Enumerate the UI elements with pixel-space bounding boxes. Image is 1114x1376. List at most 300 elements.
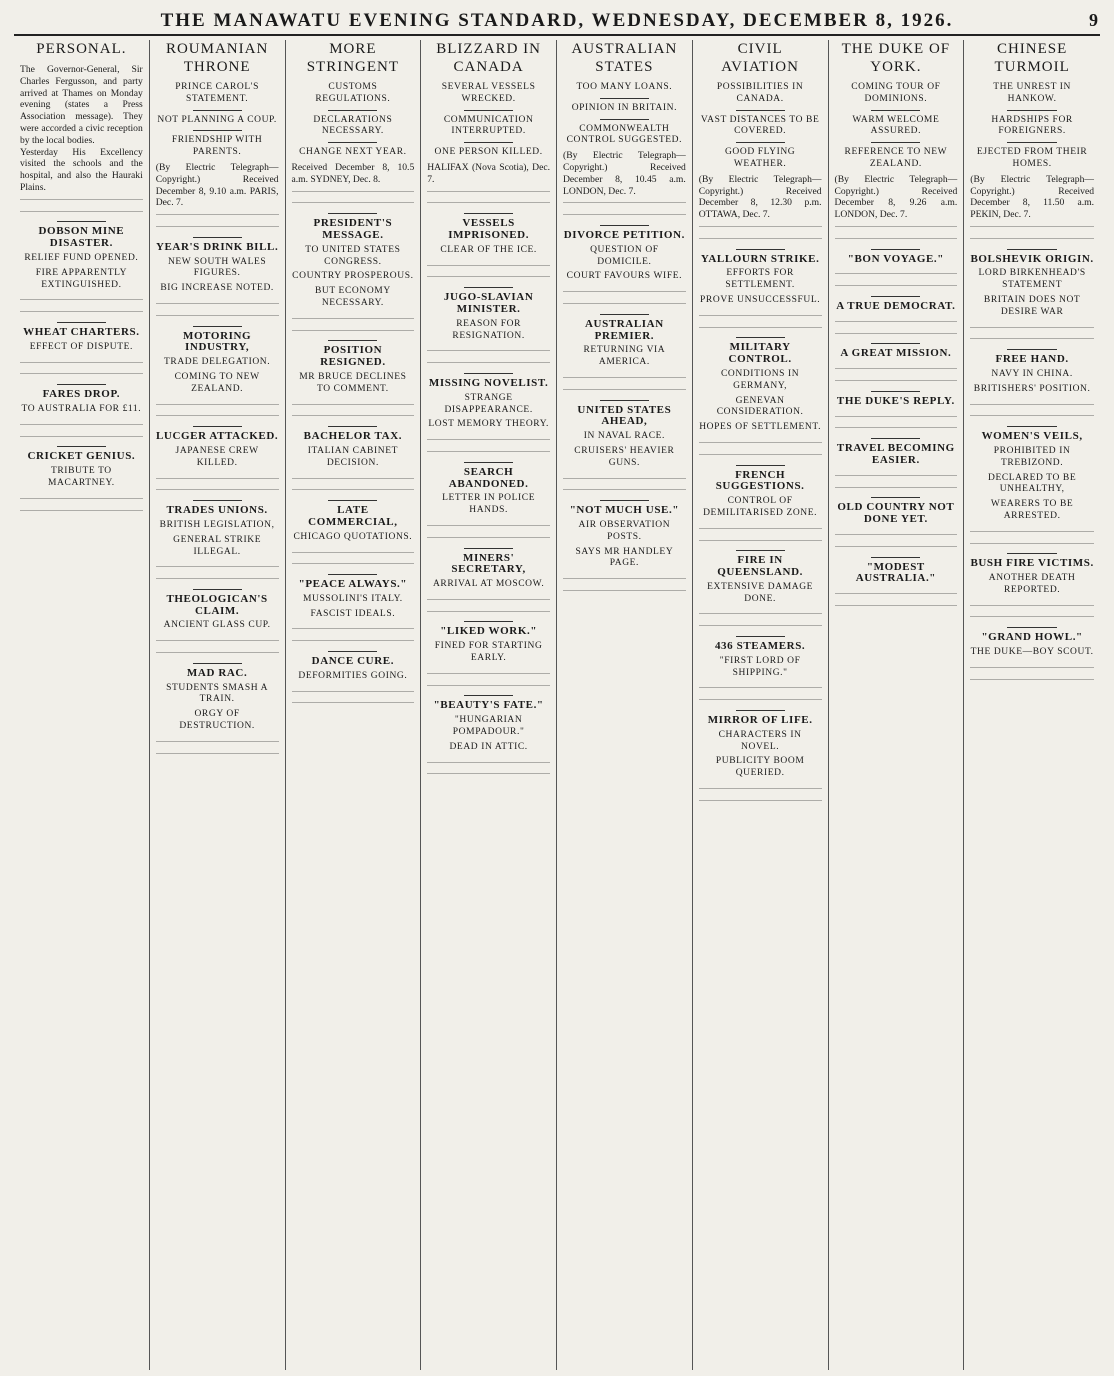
- text-line: [156, 748, 279, 760]
- divider: [600, 500, 649, 501]
- divider: [464, 287, 513, 288]
- column: [286, 40, 422, 1370]
- divider: [736, 142, 785, 143]
- section-headline: "MODEST AUSTRALIA.": [855, 560, 936, 585]
- divider: [600, 314, 649, 315]
- section-headline: OLD COUNTRY NOT DONE YET.: [837, 501, 955, 526]
- section-headline: BACHELOR TAX.: [303, 430, 403, 443]
- section-subhead: BRITAIN DOES NOT DESIRE WAR: [983, 294, 1081, 317]
- text-line: [20, 493, 143, 505]
- article-subhead: DECLARATIONS NECESSARY.: [313, 114, 393, 137]
- column: [150, 40, 286, 1370]
- column: [557, 40, 693, 1370]
- article-headline: PERSONAL.: [36, 41, 127, 57]
- text-line: [292, 197, 415, 209]
- text-line: [563, 286, 686, 298]
- divider: [600, 400, 649, 401]
- text-line: [427, 520, 550, 532]
- article-subhead: FRIENDSHIP WITH PARENTS.: [171, 135, 263, 158]
- text-line: [563, 298, 686, 310]
- masthead: [14, 10, 1100, 36]
- article-subhead: COMMONWEALTH CONTROL SUGGESTED.: [566, 123, 683, 146]
- divider: [193, 237, 242, 238]
- divider: [600, 119, 649, 120]
- divider: [57, 446, 106, 447]
- section-subhead: ITALIAN CABINET DECISION.: [307, 445, 399, 468]
- text-line: [20, 431, 143, 443]
- column: [829, 40, 965, 1370]
- section-subhead: PROVE UNSUCCESSFUL.: [700, 294, 821, 305]
- article-body: Received December 8, 10.5 a.m. SYDNEY, Dec. 8.: [291, 161, 415, 185]
- text-line: [156, 209, 279, 221]
- article-subhead: COMING TOUR OF DOMINIONS.: [851, 82, 941, 104]
- column: [964, 40, 1100, 1370]
- text-line: [427, 680, 550, 692]
- text-line: [427, 197, 550, 209]
- section-headline: DANCE CURE.: [311, 655, 395, 668]
- text-line: [427, 594, 550, 606]
- section-subhead: EXTENSIVE DAMAGE DONE.: [707, 581, 814, 604]
- section-subhead: PUBLICITY BOOM QUERIED.: [715, 756, 805, 779]
- section-subhead: STUDENTS SMASH A TRAIN.: [166, 682, 269, 705]
- section-subhead: MUSSOLINI'S ITALY.: [302, 593, 403, 604]
- section-subhead: NEW SOUTH WALES FIGURES.: [167, 256, 267, 279]
- divider: [736, 249, 785, 250]
- text-line: [156, 399, 279, 411]
- section-subhead: "HUNGARIAN POMPADOUR.": [452, 715, 525, 738]
- divider: [871, 438, 920, 439]
- section-headline: AUSTRALIAN PREMIER.: [585, 317, 664, 342]
- divider: [193, 500, 242, 501]
- divider: [464, 142, 513, 143]
- divider: [464, 110, 513, 111]
- text-line: [699, 682, 822, 694]
- text-line: [156, 298, 279, 310]
- article-subhead: COMMUNICATION INTERRUPTED.: [443, 114, 534, 137]
- section-headline: POSITION RESIGNED.: [320, 344, 386, 369]
- text-line: [970, 662, 1094, 674]
- text-line: [427, 434, 550, 446]
- article-subhead: EJECTED FROM THEIR HOMES.: [976, 147, 1088, 169]
- divider: [1007, 627, 1057, 628]
- divider: [328, 651, 377, 652]
- section-headline: A GREAT MISSION.: [840, 347, 952, 360]
- text-line: [699, 535, 822, 547]
- article-subhead: ONE PERSON KILLED.: [434, 147, 543, 158]
- divider: [464, 373, 513, 374]
- text-line: [156, 736, 279, 748]
- section-subhead: TRADE DELEGATION.: [164, 357, 271, 368]
- section-subhead: SAYS MR HANDLEY PAGE.: [575, 546, 674, 569]
- divider: [736, 465, 785, 466]
- text-line: [292, 186, 415, 198]
- text-line: [292, 623, 415, 635]
- divider: [193, 589, 242, 590]
- text-line: [156, 561, 279, 573]
- section-subhead: STRANGE DISAPPEARANCE.: [444, 392, 533, 415]
- divider: [1007, 349, 1057, 350]
- article-body: HALIFAX (Nova Scotia), Dec. 7.: [427, 161, 550, 185]
- divider: [1007, 553, 1057, 554]
- section-subhead: PROHIBITED IN TREBIZOND.: [993, 445, 1071, 468]
- divider: [464, 621, 513, 622]
- section-subhead: ANOTHER DEATH REPORTED.: [988, 573, 1076, 595]
- divider: [193, 426, 242, 427]
- divider: [736, 710, 785, 711]
- text-line: [699, 783, 822, 795]
- section-subhead: CONDITIONS IN GERMANY,: [720, 368, 800, 391]
- text-line: [20, 294, 143, 306]
- section-subhead: FIRE APPARENTLY EXTINGUISHED.: [35, 267, 128, 290]
- article-body: (By Electric Telegraph—Copyright.) Received December 8, 10.45 a.m. LONDON, Dec. 7.: [563, 150, 686, 197]
- section-subhead: DEAD IN ATTIC.: [449, 741, 528, 752]
- divider: [1007, 142, 1057, 143]
- section-headline: MIRROR OF LIFE.: [707, 714, 813, 727]
- text-line: [563, 484, 686, 496]
- text-line: [563, 197, 686, 209]
- section-headline: MILITARY CONTROL.: [728, 341, 792, 366]
- article-headline: BLIZZARD IN CANADA: [436, 41, 541, 75]
- article-body: (By Electric Telegraph—Copyright.) Received December 8, 11.50 a.m. PEKIN, Dec. 7.: [970, 173, 1094, 221]
- section-subhead: CONTROL OF DEMILITARISED ZONE.: [703, 496, 818, 518]
- article-headline: THE DUKE OF YORK.: [841, 41, 951, 75]
- section-headline: LUCGER ATTACKED.: [155, 430, 279, 443]
- section-headline: THEOLOGICAN'S CLAIM.: [166, 592, 268, 617]
- section-subhead: BUT ECONOMY NECESSARY.: [314, 286, 391, 308]
- article-body: (By Electric Telegraph—Copyright.) Received December 8, 9.10 a.m. PARIS, Dec. 7.: [155, 161, 279, 209]
- section-headline: PRESIDENT'S MESSAGE.: [313, 217, 393, 241]
- divider: [871, 391, 920, 392]
- text-line: [156, 484, 279, 496]
- divider: [736, 550, 785, 551]
- article-body: (By Electric Telegraph—Copyright.) Received December 8, 12.30 p.m. OTTAWA, Dec. 7.: [698, 173, 822, 221]
- divider: [1007, 110, 1057, 111]
- article-subhead: SEVERAL VESSELS WRECKED.: [441, 82, 536, 104]
- section-headline: SEARCH ABANDONED.: [448, 465, 529, 490]
- text-line: [699, 694, 822, 706]
- section-headline: FREE HAND.: [995, 353, 1069, 366]
- article-subhead: VAST DISTANCES TO BE COVERED.: [700, 114, 820, 137]
- article-subhead: CUSTOMS REGULATIONS.: [315, 82, 391, 104]
- section-headline: "NOT MUCH USE.": [569, 504, 680, 517]
- divider: [871, 296, 920, 297]
- article-subhead: CHANGE NEXT YEAR.: [299, 147, 407, 158]
- divider: [328, 340, 377, 341]
- divider: [464, 213, 513, 214]
- section-subhead: COUNTRY PROSPEROUS.: [292, 271, 414, 282]
- divider: [57, 221, 106, 222]
- section-subhead: CHICAGO QUOTATIONS.: [293, 531, 413, 542]
- section-subhead: ARRIVAL AT MOSCOW.: [432, 579, 545, 590]
- section-subhead: GENERAL STRIKE ILLEGAL.: [173, 534, 262, 557]
- divider: [328, 574, 377, 575]
- section-subhead: BIG INCREASE NOTED.: [160, 283, 274, 294]
- text-line: [427, 446, 550, 458]
- text-line: [835, 588, 958, 600]
- text-line: [835, 529, 958, 541]
- text-line: [970, 410, 1094, 422]
- section-subhead: NAVY IN CHINA.: [991, 368, 1073, 379]
- text-line: [835, 482, 958, 494]
- section-headline: BUSH FIRE VICTIMS.: [970, 557, 1094, 570]
- text-line: [699, 322, 822, 334]
- article-subhead: POSSIBILITIES IN CANADA.: [716, 82, 804, 104]
- text-line: [970, 333, 1094, 345]
- text-line: [835, 600, 958, 612]
- divider: [193, 663, 242, 664]
- text-line: [427, 186, 550, 198]
- text-line: [156, 473, 279, 485]
- column: [421, 40, 557, 1370]
- section-subhead: ANCIENT GLASS CUP.: [163, 620, 271, 631]
- text-line: [563, 372, 686, 384]
- article-body: The Governor-General, Sir Charles Fergusson, and party arrived at Thames on Monday evening (states a Press Association message). They were accorded a civic reception by the local bodies.: [20, 64, 143, 146]
- text-line: [427, 532, 550, 544]
- text-line: [292, 484, 415, 496]
- article-subhead: THE UNREST IN HANKOW.: [993, 82, 1072, 104]
- text-line: [427, 357, 550, 369]
- text-line: [292, 325, 415, 337]
- section-headline: FIRE IN QUEENSLAND.: [717, 554, 803, 579]
- text-line: [835, 411, 958, 423]
- section-subhead: DECLARED TO BE UNHEALTHY,: [987, 472, 1077, 495]
- section-headline: "BEAUTY'S FATE.": [433, 699, 544, 712]
- text-line: [970, 322, 1094, 334]
- divider: [328, 213, 377, 214]
- newspaper-title: THE MANAWATU EVENING STANDARD, WEDNESDAY, DECEMBER 8, 1926.: [160, 10, 954, 31]
- text-line: [835, 328, 958, 340]
- section-headline: "LIKED WORK.": [440, 625, 538, 638]
- article-headline: MORE STRINGENT: [306, 41, 400, 75]
- divider: [464, 695, 513, 696]
- text-line: [699, 221, 822, 233]
- divider: [328, 426, 377, 427]
- newspaper-columns: [14, 40, 1100, 1370]
- text-line: [20, 357, 143, 369]
- text-line: [563, 473, 686, 485]
- section-headline: CRICKET GENIUS.: [27, 450, 136, 463]
- text-line: [563, 585, 686, 597]
- text-line: [427, 757, 550, 769]
- text-line: [20, 419, 143, 431]
- section-subhead: LETTER IN POLICE HANDS.: [442, 493, 536, 516]
- text-line: [835, 221, 958, 233]
- section-subhead: BRITISHERS' POSITION.: [973, 383, 1091, 394]
- text-line: [970, 600, 1094, 612]
- divider: [871, 497, 920, 498]
- text-line: [563, 209, 686, 221]
- text-line: [699, 620, 822, 632]
- article-headline: CHINESE TURMOIL: [994, 41, 1070, 75]
- section-subhead: DEFORMITIES GOING.: [298, 670, 408, 681]
- section-headline: LATE COMMERCIAL,: [308, 504, 398, 528]
- article-subhead: TOO MANY LOANS.: [576, 82, 673, 92]
- divider: [736, 636, 785, 637]
- text-line: [835, 268, 958, 280]
- divider: [871, 343, 920, 344]
- section-headline: TRAVEL BECOMING EASIER.: [836, 442, 955, 466]
- text-line: [292, 313, 415, 325]
- section-headline: MINERS' SECRETARY,: [451, 551, 526, 576]
- section-subhead: ORGY OF DESTRUCTION.: [179, 709, 255, 732]
- text-line: [20, 206, 143, 218]
- divider: [600, 98, 649, 99]
- text-line: [699, 795, 822, 807]
- section-subhead: HOPES OF SETTLEMENT.: [699, 422, 822, 433]
- text-line: [970, 221, 1094, 233]
- text-line: [970, 674, 1094, 686]
- text-line: [20, 306, 143, 318]
- section-subhead: RETURNING VIA AMERICA.: [583, 345, 666, 368]
- section-headline: MISSING NOVELIST.: [428, 376, 549, 389]
- text-line: [20, 505, 143, 517]
- section-headline: FARES DROP.: [42, 388, 121, 401]
- text-line: [156, 647, 279, 659]
- section-headline: BOLSHEVIK ORIGIN.: [970, 252, 1094, 265]
- text-line: [292, 558, 415, 570]
- article-subhead: NOT PLANNING A COUP.: [157, 114, 277, 125]
- section-subhead: JAPANESE CREW KILLED.: [175, 445, 259, 468]
- text-line: [427, 606, 550, 618]
- divider: [736, 110, 785, 111]
- text-line: [835, 316, 958, 328]
- text-line: [427, 768, 550, 780]
- section-headline: YALLOURN STRIKE.: [700, 252, 820, 265]
- section-subhead: REASON FOR RESIGNATION.: [452, 318, 525, 341]
- text-line: [427, 271, 550, 283]
- text-line: [427, 668, 550, 680]
- text-line: [563, 573, 686, 585]
- divider: [328, 500, 377, 501]
- section-subhead: MR BRUCE DECLINES TO COMMENT.: [299, 371, 407, 394]
- section-subhead: QUESTION OF DOMICILE.: [590, 244, 659, 267]
- text-line: [970, 611, 1094, 623]
- divider: [871, 142, 920, 143]
- divider: [464, 462, 513, 463]
- text-line: [970, 399, 1094, 411]
- text-line: [835, 233, 958, 245]
- text-line: [970, 233, 1094, 245]
- divider: [328, 110, 377, 111]
- text-line: [699, 310, 822, 322]
- column: [14, 40, 150, 1370]
- divider: [193, 130, 242, 131]
- section-headline: WHEAT CHARTERS.: [23, 325, 140, 338]
- text-line: [970, 526, 1094, 538]
- article-headline: CIVIL AVIATION: [721, 41, 799, 75]
- column: [693, 40, 829, 1370]
- section-subhead: EFFECT OF DISPUTE.: [29, 341, 134, 352]
- text-line: [699, 449, 822, 461]
- article-subhead: REFERENCE TO NEW ZEALAND.: [844, 147, 948, 169]
- text-line: [292, 399, 415, 411]
- section-subhead: CHARACTERS IN NOVEL.: [718, 729, 802, 752]
- section-subhead: FASCIST IDEALS.: [310, 608, 396, 619]
- section-headline: JUGO-SLAVIAN MINISTER.: [443, 291, 534, 315]
- text-line: [970, 538, 1094, 550]
- text-line: [156, 573, 279, 585]
- section-headline: MAD RAC.: [186, 666, 248, 679]
- section-subhead: LORD BIRKENHEAD'S STATEMENT: [978, 268, 1086, 291]
- section-subhead: THE DUKE—BOY SCOUT.: [970, 647, 1094, 658]
- section-subhead: TO AUSTRALIA FOR £11.: [21, 403, 142, 414]
- text-line: [699, 233, 822, 245]
- text-line: [835, 280, 958, 292]
- section-headline: FRENCH SUGGESTIONS.: [715, 468, 805, 493]
- article-subhead: PRINCE CAROL'S STATEMENT.: [175, 82, 259, 104]
- text-line: [292, 686, 415, 698]
- article-subhead: HARDSHIPS FOR FOREIGNERS.: [991, 114, 1073, 137]
- text-line: [292, 547, 415, 559]
- section-subhead: "FIRST LORD OF SHIPPING.": [719, 655, 801, 678]
- text-line: [835, 470, 958, 482]
- section-headline: "GRAND HOWL.": [981, 631, 1083, 644]
- section-headline: A TRUE DEMOCRAT.: [836, 299, 956, 312]
- section-headline: DOBSON MINE DISASTER.: [38, 225, 125, 250]
- text-line: [292, 473, 415, 485]
- text-line: [156, 221, 279, 233]
- section-subhead: TRIBUTE TO MACARTNEY.: [48, 466, 115, 488]
- text-line: [156, 410, 279, 422]
- section-subhead: LOST MEMORY THEORY.: [428, 419, 549, 430]
- section-headline: DIVORCE PETITION.: [563, 228, 685, 241]
- text-line: [563, 384, 686, 396]
- section-subhead: GENEVAN CONSIDERATION.: [716, 395, 804, 418]
- section-headline: "BON VOYAGE.": [847, 252, 944, 265]
- section-headline: "PEACE ALWAYS.": [298, 578, 408, 591]
- divider: [57, 384, 106, 385]
- text-line: [20, 194, 143, 206]
- text-line: [292, 697, 415, 709]
- section-headline: YEAR'S DRINK BILL.: [155, 240, 279, 253]
- divider: [328, 142, 377, 143]
- article-headline: AUSTRALIAN STATES: [571, 41, 678, 75]
- section-headline: TRADES UNIONS.: [166, 504, 268, 517]
- section-subhead: BRITISH LEGISLATION,: [159, 519, 275, 530]
- text-line: [156, 635, 279, 647]
- text-line: [835, 363, 958, 375]
- article-body: (By Electric Telegraph—Copyright.) Received December 8, 9.26 a.m. LONDON, Dec. 7.: [834, 173, 958, 221]
- divider: [1007, 426, 1057, 427]
- page-number: 9: [1089, 10, 1098, 30]
- article-subhead: GOOD FLYING WEATHER.: [724, 147, 796, 169]
- text-line: [427, 345, 550, 357]
- text-line: [835, 375, 958, 387]
- text-line: [835, 541, 958, 553]
- text-line: [292, 635, 415, 647]
- section-headline: MOTORING INDUSTRY,: [183, 329, 252, 354]
- section-subhead: CLEAR OF THE ICE.: [440, 244, 537, 255]
- section-subhead: CRUISERS' HEAVIER GUNS.: [574, 445, 675, 468]
- article-body: Yesterday His Excellency visited the schools and the hospital, and also the Hauraki Plains.: [20, 146, 143, 193]
- section-headline: VESSELS IMPRISONED.: [448, 217, 530, 241]
- text-line: [427, 260, 550, 272]
- text-line: [835, 422, 958, 434]
- section-subhead: EFFORTS FOR SETTLEMENT.: [725, 268, 795, 291]
- section-subhead: IN NAVAL RACE.: [583, 431, 666, 442]
- text-line: [292, 410, 415, 422]
- section-headline: WOMEN'S VEILS,: [981, 430, 1083, 443]
- text-line: [20, 368, 143, 380]
- section-subhead: WEARERS TO BE ARRESTED.: [990, 499, 1074, 521]
- section-headline: THE DUKE'S REPLY.: [836, 394, 955, 407]
- divider: [600, 225, 649, 226]
- divider: [464, 548, 513, 549]
- divider: [193, 326, 242, 327]
- section-subhead: FINED FOR STARTING EARLY.: [434, 641, 543, 664]
- divider: [736, 337, 785, 338]
- section-subhead: COMING TO NEW ZEALAND.: [174, 371, 260, 394]
